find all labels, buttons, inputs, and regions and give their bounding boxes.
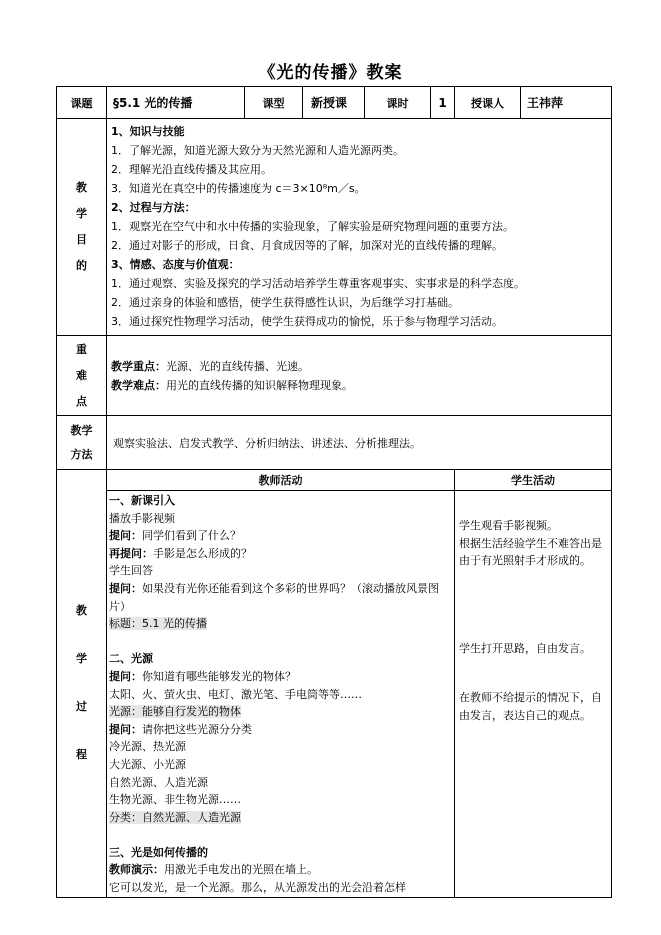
line-label: 提问：	[109, 722, 142, 736]
line-label: 提问：	[109, 529, 142, 543]
methods-label: 教学 方法	[57, 416, 107, 470]
teacher-activity-line: 生物光源、非生物光源……	[109, 793, 241, 807]
teacher-activity-line: 播放手影视频	[109, 511, 175, 525]
header-row	[57, 87, 612, 119]
teacher-activity-line	[109, 580, 452, 615]
methods-row	[57, 416, 612, 470]
teacher-activity-line	[109, 809, 452, 827]
objectives-item: 1．了解光源，知道光源大致分为天然光源和人造光源两类。	[111, 144, 404, 157]
methods-content: 观察实验法、启发式教学、分析归纳法、讲述法、分析推理法。	[107, 416, 612, 470]
hours-label: 课时	[365, 87, 431, 119]
teacher-activity-content	[107, 491, 455, 898]
student-block-1: 学生观看手影视频。 根据生活经验学生不难答出是由于有光照射手才形成的。	[459, 519, 602, 568]
line-text: 用激光手电发出的光照在墙上。	[164, 863, 318, 877]
objectives-item: 2．通过对影子的形成，日食、月食成因等的了解，加深对光的直线传播的理解。	[111, 239, 503, 252]
difficulty-line	[111, 376, 607, 395]
objectives-label: 教 学 目 的	[57, 119, 107, 336]
objectives-row	[57, 119, 612, 336]
line-text: 你知道有哪些能够发光的物体？	[142, 669, 296, 683]
objectives-content	[107, 119, 612, 336]
highlighted-text: 光源：能够自行发光的物体	[109, 705, 241, 719]
difficulty-text: 用光的直线传播的知识解释物理现象。	[166, 378, 353, 392]
line-text: 请你把这些光源分分类	[142, 722, 252, 736]
difficulty-label: 教学难点：	[111, 378, 166, 392]
teacher-activity-line: 冷光源、热光源	[109, 740, 186, 754]
student-block-3: 在教师不给提示的情况下，自由发言，表达自己的观点。	[459, 691, 602, 722]
line-text: 同学们看到了什么？	[142, 529, 241, 543]
teacher-activity-line: 太阳、火、萤火虫、电灯、激光笔、手电筒等等……	[109, 687, 362, 701]
teacher-label: 授课人	[455, 87, 521, 119]
key-points-label: 重 难 点	[57, 336, 107, 416]
spacer	[109, 826, 452, 844]
teacher-activity-line: 学生回答	[109, 564, 153, 578]
page-title: 《光的传播》教案	[258, 63, 403, 83]
objectives-item: 3．知道光在真空中的传播速度为 c＝3×10⁸m／s。	[111, 182, 366, 195]
process-content-row	[57, 491, 612, 898]
teacher-value: 王祎萍	[521, 87, 612, 119]
objectives-list	[111, 122, 607, 331]
objectives-item: 2．通过亲身的体验和感悟，使学生获得感性认识，为后继学习打基础。	[111, 296, 459, 309]
objectives-item: 1．观察光在空气中和水中传播的实验现象，了解实验是研究物理问题的重要方法。	[111, 220, 514, 233]
lesson-plan-table	[56, 86, 612, 898]
teacher-activity-line	[109, 668, 452, 686]
teacher-activity-line	[109, 615, 452, 633]
section-heading: 一、新课引入	[109, 494, 175, 507]
line-label: 提问：	[109, 669, 142, 683]
teacher-activity-header: 教师活动	[107, 470, 455, 491]
focus-text: 光源、光的直线传播、光速。	[166, 359, 309, 373]
student-activity-header: 学生活动	[455, 470, 612, 491]
teacher-activity-list	[109, 492, 452, 897]
line-text: 如果没有光你还能看到这个多彩的世界吗？（滚动播放风景图片）	[109, 581, 439, 613]
section-heading: 二、光源	[109, 652, 153, 666]
objectives-item: 2．理解光沿直线传播及其应用。	[111, 163, 272, 176]
objectives-item: 3．通过探究性物理学习活动，使学生获得成功的愉悦，乐于参与物理学习活动。	[111, 315, 503, 328]
type-label: 课型	[245, 87, 303, 119]
teacher-activity-line: 它可以发光，是一个光源。那么，从光源发出的光会沿着怎样	[109, 881, 406, 895]
teacher-activity-line	[109, 861, 452, 879]
highlighted-text: 分类：自然光源、人造光源	[109, 810, 241, 824]
key-points-content	[107, 336, 612, 416]
focus-line	[111, 357, 607, 376]
line-label: 教师演示：	[109, 863, 164, 877]
highlighted-text: 标题：5.1 光的传播	[109, 617, 207, 631]
teacher-activity-line	[109, 703, 452, 721]
type-value: 新授课	[303, 87, 365, 119]
teacher-activity-line: 自然光源、人造光源	[109, 775, 208, 789]
section-heading: 三、光是如何传播的	[109, 845, 208, 859]
objectives-section-heading: 2、过程与方法：	[111, 201, 196, 214]
student-block-2: 学生打开思路，自由发言。	[459, 641, 591, 655]
process-label: 教 学 过 程	[57, 470, 107, 898]
line-label: 再提问：	[109, 546, 153, 560]
student-activity-content	[455, 491, 612, 898]
key-points-row	[57, 336, 612, 416]
objectives-section-heading: 3、情感、态度与价值观：	[111, 258, 240, 271]
hours-value: 1	[431, 87, 455, 119]
line-label: 提问：	[109, 581, 142, 595]
teacher-activity-line	[109, 545, 452, 563]
topic-label: 课题	[57, 87, 107, 119]
spacer	[109, 633, 452, 651]
teacher-activity-line: 大光源、小光源	[109, 757, 186, 771]
line-text: 手影是怎么形成的？	[153, 546, 252, 560]
objectives-item: 1．通过观察、实验及探究的学习活动培养学生尊重客观事实、实事求是的科学态度。	[111, 277, 525, 290]
objectives-section-heading: 1、知识与技能	[111, 125, 185, 138]
focus-label: 教学重点：	[111, 359, 166, 373]
teacher-activity-line	[109, 527, 452, 545]
process-header-row	[57, 470, 612, 491]
teacher-activity-line	[109, 721, 452, 739]
topic-value: §5.1 光的传播	[107, 87, 245, 119]
